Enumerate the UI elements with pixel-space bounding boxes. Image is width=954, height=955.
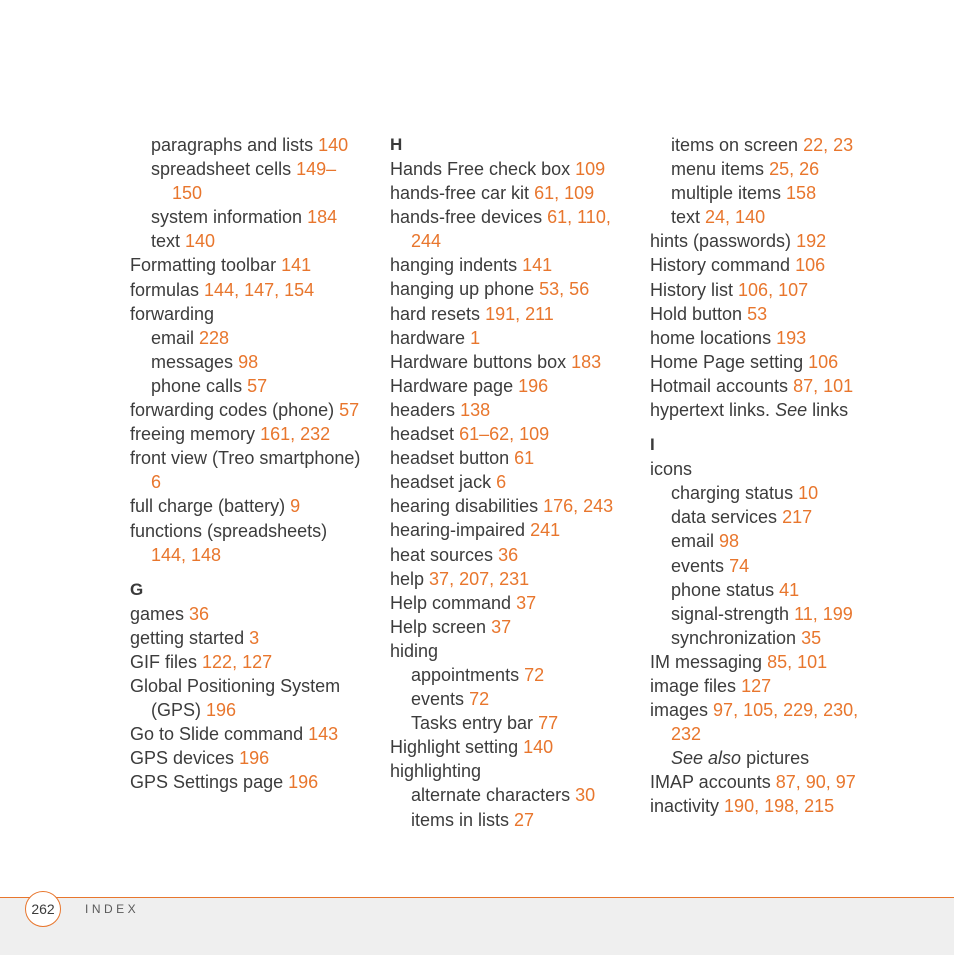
index-term: text — [151, 231, 181, 252]
page-reference-link[interactable]: 36 — [189, 603, 210, 624]
index-term: images — [650, 700, 709, 721]
page-reference-link[interactable]: 87, 101 — [793, 375, 854, 396]
page-reference-link[interactable]: 196 — [288, 772, 319, 793]
page-reference-link[interactable]: 57 — [247, 375, 268, 396]
index-entry — [650, 770, 890, 794]
index-term: email — [151, 327, 195, 348]
index-term: forwarding codes (phone) — [130, 400, 335, 421]
index-subentry — [390, 808, 630, 832]
index-term: email — [671, 531, 715, 552]
index-term: home locations — [650, 327, 772, 348]
page-reference-link[interactable]: 25, 26 — [769, 159, 820, 180]
index-subentry — [650, 554, 890, 578]
index-entry — [650, 253, 890, 277]
page-reference-link[interactable]: 161, 232 — [260, 424, 331, 445]
index-term: Help command — [390, 592, 512, 613]
index-term: Hardware page — [390, 375, 514, 396]
index-subentry — [650, 133, 890, 157]
page-reference-link[interactable]: 141 — [281, 255, 312, 276]
index-entry — [650, 698, 890, 722]
page-reference-link[interactable]: 196 — [518, 375, 549, 396]
index-entry — [130, 698, 370, 722]
page-reference-link[interactable]: 72 — [469, 689, 490, 710]
index-subentry — [650, 505, 890, 529]
index-subentry — [390, 687, 630, 711]
index-term: Hardware buttons box — [390, 351, 567, 372]
page-reference-link[interactable]: 140 — [523, 737, 554, 758]
see-reference: See — [775, 400, 808, 421]
page-reference-link[interactable]: 41 — [779, 579, 800, 600]
index-term: Global Positioning System — [130, 675, 341, 696]
page-reference-link[interactable]: 61–62, 109 — [459, 424, 550, 445]
index-entry — [650, 746, 890, 770]
page-reference-link[interactable]: 97, 105, 229, 230, — [713, 700, 859, 721]
index-entry — [390, 470, 630, 494]
index-term: front view (Treo smartphone) — [130, 448, 361, 469]
page-reference-link[interactable]: 98 — [238, 351, 259, 372]
index-subentry — [130, 157, 370, 181]
page-reference-link[interactable]: 176, 243 — [543, 496, 614, 517]
index-entry — [390, 229, 630, 253]
page-reference-link[interactable]: 143 — [308, 724, 339, 745]
index-entry — [130, 770, 370, 794]
index-term: Hotmail accounts — [650, 375, 789, 396]
index-entry — [130, 650, 370, 674]
page-reference-link[interactable]: 193 — [776, 327, 807, 348]
index-term: highlighting — [390, 761, 482, 782]
page-reference-link[interactable]: 190, 198, 215 — [724, 796, 835, 817]
index-entry — [130, 446, 370, 470]
index-term: multiple items — [671, 183, 782, 204]
index-subentry — [650, 602, 890, 626]
index-subentry — [650, 578, 890, 602]
index-entry — [390, 446, 630, 470]
index-entry — [390, 398, 630, 422]
index-term: synchronization — [671, 627, 797, 648]
index-term: hard resets — [390, 303, 481, 324]
index-term: Home Page setting — [650, 351, 804, 372]
index-entry — [390, 543, 630, 567]
index-entry — [650, 350, 890, 374]
index-subentry — [650, 157, 890, 181]
index-term: functions (spreadsheets) — [130, 520, 328, 541]
page-reference-link[interactable]: 192 — [796, 231, 827, 252]
index-letter-heading: G — [130, 579, 144, 599]
index-term: image files — [650, 675, 737, 696]
index-term: hiding — [390, 640, 439, 661]
page-reference-link[interactable]: 6 — [496, 472, 507, 493]
page-reference-link[interactable]: 87, 90, 97 — [775, 772, 856, 793]
page-reference-link[interactable]: 98 — [719, 531, 740, 552]
page-reference-link[interactable]: 10 — [798, 483, 819, 504]
index-entry — [130, 519, 370, 543]
index-term: History list — [650, 279, 734, 300]
index-subentry — [650, 181, 890, 205]
index-term: GPS Settings page — [130, 772, 284, 793]
index-entry — [650, 229, 890, 253]
index-term: hypertext links. — [650, 400, 771, 421]
index-column-3 — [650, 133, 890, 819]
page-reference-link[interactable]: 106 — [808, 351, 839, 372]
index-entry — [390, 374, 630, 398]
index-term: messages — [151, 351, 234, 372]
index-entry — [650, 457, 890, 481]
index-term: IMAP accounts — [650, 772, 771, 793]
page-reference-link[interactable]: 106 — [795, 255, 826, 276]
see-target: links — [812, 400, 849, 421]
index-entry — [390, 567, 630, 591]
index-entry — [130, 398, 370, 422]
page-reference-link[interactable]: 158 — [786, 183, 817, 204]
index-term: events — [671, 555, 725, 576]
page-reference-link[interactable]: 53, 56 — [539, 279, 590, 300]
page-reference-link[interactable]: 61, 109 — [534, 183, 595, 204]
index-term: hearing-impaired — [390, 520, 526, 541]
page-reference-link[interactable]: 53 — [747, 303, 768, 324]
page-reference-link[interactable]: 144, 147, 154 — [204, 279, 315, 300]
page-footer — [0, 897, 954, 955]
index-term: icons — [650, 459, 693, 480]
page-reference-link[interactable]: 77 — [538, 713, 559, 734]
index-term: inactivity — [650, 796, 720, 817]
index-entry — [390, 326, 630, 350]
page-reference-link[interactable]: 37 — [516, 592, 537, 613]
index-term: freeing memory — [130, 424, 256, 445]
page-reference-link[interactable]: 30 — [575, 785, 596, 806]
page-reference-link[interactable]: 138 — [460, 399, 491, 420]
index-letter-heading: I — [650, 435, 655, 455]
page-reference-link[interactable]: 35 — [801, 627, 822, 648]
page-reference-link[interactable]: 217 — [782, 507, 813, 528]
page-reference-link[interactable]: 11, 199 — [794, 603, 853, 624]
index-term: signal-strength — [671, 603, 790, 624]
page-reference-link[interactable]: 3 — [249, 627, 260, 648]
section-label: INDEX — [85, 902, 140, 916]
index-entry — [650, 278, 890, 302]
index-term: games — [130, 603, 185, 624]
index-term: items on screen — [671, 135, 799, 155]
index-entry — [650, 674, 890, 698]
index-term: full charge (battery) — [130, 496, 286, 517]
index-term: Hands Free check box — [390, 159, 571, 179]
see-reference: See also — [671, 748, 742, 769]
index-subentry — [390, 711, 630, 735]
index-term: hands-free car kit — [390, 183, 530, 204]
page-reference-link[interactable]: 244 — [411, 231, 442, 252]
page-reference-link[interactable]: 24, 140 — [705, 207, 766, 228]
page-reference-link[interactable]: 37, 207, 231 — [429, 568, 530, 589]
index-subentry — [130, 326, 370, 350]
page-reference-link[interactable]: 6 — [151, 472, 162, 493]
index-term: IM messaging — [650, 651, 763, 672]
index-subentry — [130, 229, 370, 253]
page-reference-link[interactable]: 57 — [339, 400, 360, 421]
page-reference-link[interactable]: 196 — [239, 748, 270, 769]
index-entry — [390, 253, 630, 277]
index-subentry — [650, 626, 890, 650]
index-term: heat sources — [390, 544, 494, 565]
index-term: help — [390, 568, 425, 589]
page-reference-link[interactable]: 61 — [514, 448, 535, 469]
index-term: GIF files — [130, 651, 198, 672]
page-reference-link[interactable]: 85, 101 — [767, 651, 828, 672]
index-term: headers — [390, 399, 456, 420]
index-entry — [390, 350, 630, 374]
page-reference-link[interactable]: 149– — [296, 159, 337, 180]
page-reference-link[interactable]: 109 — [575, 159, 606, 179]
index-subentry — [130, 181, 370, 205]
index-term: forwarding — [130, 303, 215, 324]
page-reference-link[interactable]: 228 — [199, 327, 230, 348]
index-entry — [390, 759, 630, 783]
index-subentry — [390, 783, 630, 807]
index-entry — [390, 181, 630, 205]
index-entry — [130, 602, 370, 626]
page-reference-link[interactable]: 122, 127 — [202, 651, 273, 672]
page-reference-link[interactable]: 61, 110, — [547, 207, 611, 228]
index-column-2 — [390, 133, 630, 832]
index-term: headset jack — [390, 472, 492, 493]
index-term: paragraphs and lists — [151, 135, 314, 155]
page-reference-link[interactable]: 72 — [524, 664, 545, 685]
index-entry — [390, 591, 630, 615]
index-term: system information — [151, 207, 303, 228]
index-term: items in lists — [411, 809, 510, 830]
index-entry — [650, 794, 890, 818]
page-reference-link[interactable]: 191, 211 — [485, 303, 554, 324]
index-subentry — [650, 481, 890, 505]
index-term: menu items — [671, 159, 765, 180]
index-entry — [130, 674, 370, 698]
index-entry — [130, 470, 370, 494]
page-reference-link[interactable]: 141 — [522, 255, 553, 276]
page-reference-link[interactable]: 196 — [206, 700, 237, 721]
page-reference-link[interactable]: 241 — [530, 520, 561, 541]
index-entry — [130, 543, 370, 567]
page-reference-link[interactable]: 27 — [514, 809, 535, 830]
index-term: hardware — [390, 327, 466, 348]
index-subentry — [650, 205, 890, 229]
index-entry — [650, 722, 890, 746]
index-term: Formatting toolbar — [130, 255, 277, 276]
index-entry — [130, 722, 370, 746]
index-term: headset — [390, 424, 455, 445]
index-entry — [390, 615, 630, 639]
see-target: pictures — [746, 748, 810, 769]
index-subentry — [130, 350, 370, 374]
page-reference-link[interactable]: 1 — [470, 327, 481, 348]
index-term: History command — [650, 255, 791, 276]
index-subentry — [130, 133, 370, 157]
page-reference-link[interactable]: 37 — [491, 616, 512, 637]
index-term: hanging up phone — [390, 279, 535, 300]
page-reference-link[interactable]: 183 — [571, 351, 602, 372]
index-subentry — [130, 374, 370, 398]
index-term: Go to Slide command — [130, 724, 304, 745]
index-entry — [390, 735, 630, 759]
index-entry — [390, 518, 630, 542]
page-reference-link[interactable]: 144, 148 — [151, 544, 222, 565]
page-reference-link[interactable]: 9 — [290, 496, 301, 517]
index-term: data services — [671, 507, 778, 528]
index-subentry — [130, 205, 370, 229]
index-term: hearing disabilities — [390, 496, 539, 517]
index-entry — [390, 494, 630, 518]
index-entry — [390, 205, 630, 229]
index-term: hands-free devices — [390, 207, 543, 228]
index-term: Help screen — [390, 616, 487, 637]
index-letter-heading: H — [390, 135, 403, 154]
index-term: alternate characters — [411, 785, 571, 806]
index-column-1 — [130, 133, 370, 794]
index-entry — [390, 157, 630, 181]
page-reference-link[interactable]: 22, 23 — [803, 135, 854, 155]
index-entry — [130, 278, 370, 302]
index-entry — [650, 326, 890, 350]
index-entry — [390, 277, 630, 301]
index-subentry — [650, 529, 890, 553]
page-number-badge: 262 — [25, 891, 61, 927]
index-term: spreadsheet cells — [151, 159, 292, 180]
index-subentry — [390, 663, 630, 687]
page-reference-link[interactable]: 74 — [729, 555, 750, 576]
page-reference-link[interactable]: 106, 107 — [738, 279, 809, 300]
index-entry — [390, 302, 630, 326]
index-term: Hold button — [650, 303, 743, 324]
index-entry — [130, 302, 370, 326]
index-entry — [650, 650, 890, 674]
index-term: formulas — [130, 279, 200, 300]
index-term: hanging indents — [390, 255, 518, 276]
index-term: events — [411, 689, 465, 710]
page-reference-link[interactable]: 140 — [318, 135, 349, 155]
index-term: GPS devices — [130, 748, 235, 769]
page-reference-link[interactable]: 140 — [185, 231, 216, 252]
page-reference-link[interactable]: 232 — [671, 724, 702, 745]
index-term: phone calls — [151, 375, 243, 396]
index-entry — [650, 398, 890, 422]
index-entry — [130, 626, 370, 650]
page-reference-link[interactable]: 127 — [741, 675, 772, 696]
index-term: headset button — [390, 448, 510, 469]
index-term: text — [671, 207, 701, 228]
index-entry — [130, 253, 370, 277]
page-reference-link[interactable]: 184 — [307, 207, 338, 228]
index-entry — [390, 639, 630, 663]
page-reference-link[interactable]: 36 — [498, 544, 519, 565]
index-entry — [130, 494, 370, 518]
index-entry — [390, 422, 630, 446]
index-term: appointments — [411, 664, 520, 685]
index-entry — [130, 746, 370, 770]
index-term: (GPS) — [151, 700, 202, 721]
index-term: Tasks entry bar — [411, 713, 534, 734]
index-entry — [130, 422, 370, 446]
index-term: phone status — [671, 579, 775, 600]
index-term: hints (passwords) — [650, 231, 792, 252]
index-term: getting started — [130, 627, 245, 648]
index-term: charging status — [671, 483, 794, 504]
page-reference-link[interactable]: 150 — [172, 183, 203, 204]
index-term: Highlight setting — [390, 737, 519, 758]
index-entry — [650, 302, 890, 326]
index-entry — [650, 374, 890, 398]
